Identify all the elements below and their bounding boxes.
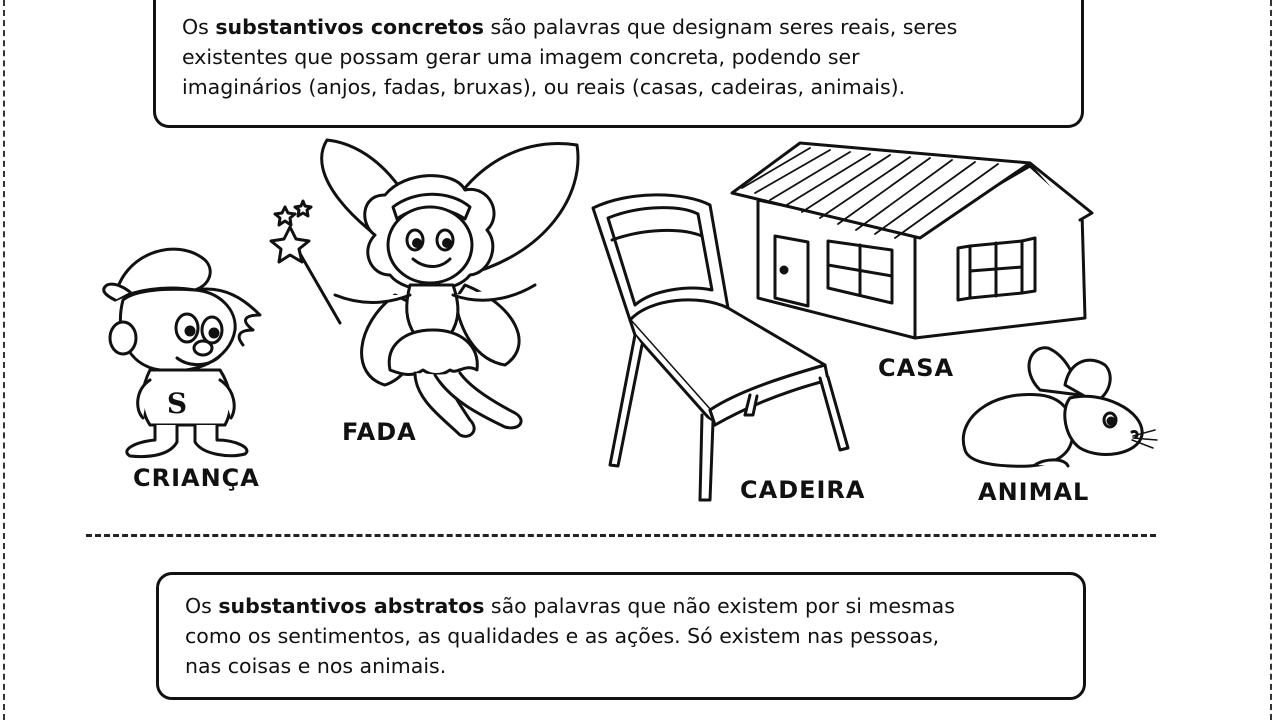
abstract-definition-line-1: Os substantivos abstratos são palavras que não existem por si mesmas bbox=[185, 594, 955, 618]
abstract-nouns-definition-box bbox=[156, 572, 1086, 700]
abstract-term: substantivos abstratos bbox=[218, 594, 485, 618]
section-divider bbox=[86, 534, 1156, 537]
house-illustration bbox=[730, 138, 1100, 343]
concrete-nouns-definition-box bbox=[153, 0, 1084, 128]
label-casa: CASA bbox=[878, 354, 955, 382]
left-cut-line bbox=[3, 0, 5, 720]
abstract-definition-line-2: como os sentimentos, as qualidades e as ações. Só existem nas pessoas, bbox=[185, 624, 940, 648]
concrete-definition-line-3: imaginários (anjos, fadas, bruxas), ou reais (casas, cadeiras, animais). bbox=[182, 75, 906, 99]
label-animal: ANIMAL bbox=[978, 478, 1090, 506]
concrete-definition-line-1: Os substantivos concretos são palavras que designam seres reais, seres bbox=[182, 15, 958, 39]
concrete-definition-line-2: existentes que possam gerar uma imagem concreta, podendo ser bbox=[182, 45, 860, 69]
shirt-letter: S bbox=[166, 387, 188, 420]
label-cadeira: CADEIRA bbox=[740, 476, 866, 504]
concrete-term: substantivos concretos bbox=[215, 15, 484, 39]
label-crianca: CRIANÇA bbox=[133, 464, 260, 492]
rabbit-illustration bbox=[950, 340, 1160, 480]
fairy-illustration bbox=[265, 135, 585, 465]
child-illustration bbox=[95, 230, 275, 460]
abstract-definition-line-3: nas coisas e nos animais. bbox=[185, 654, 447, 678]
label-fada: FADA bbox=[342, 418, 417, 446]
right-cut-line bbox=[1270, 0, 1272, 720]
